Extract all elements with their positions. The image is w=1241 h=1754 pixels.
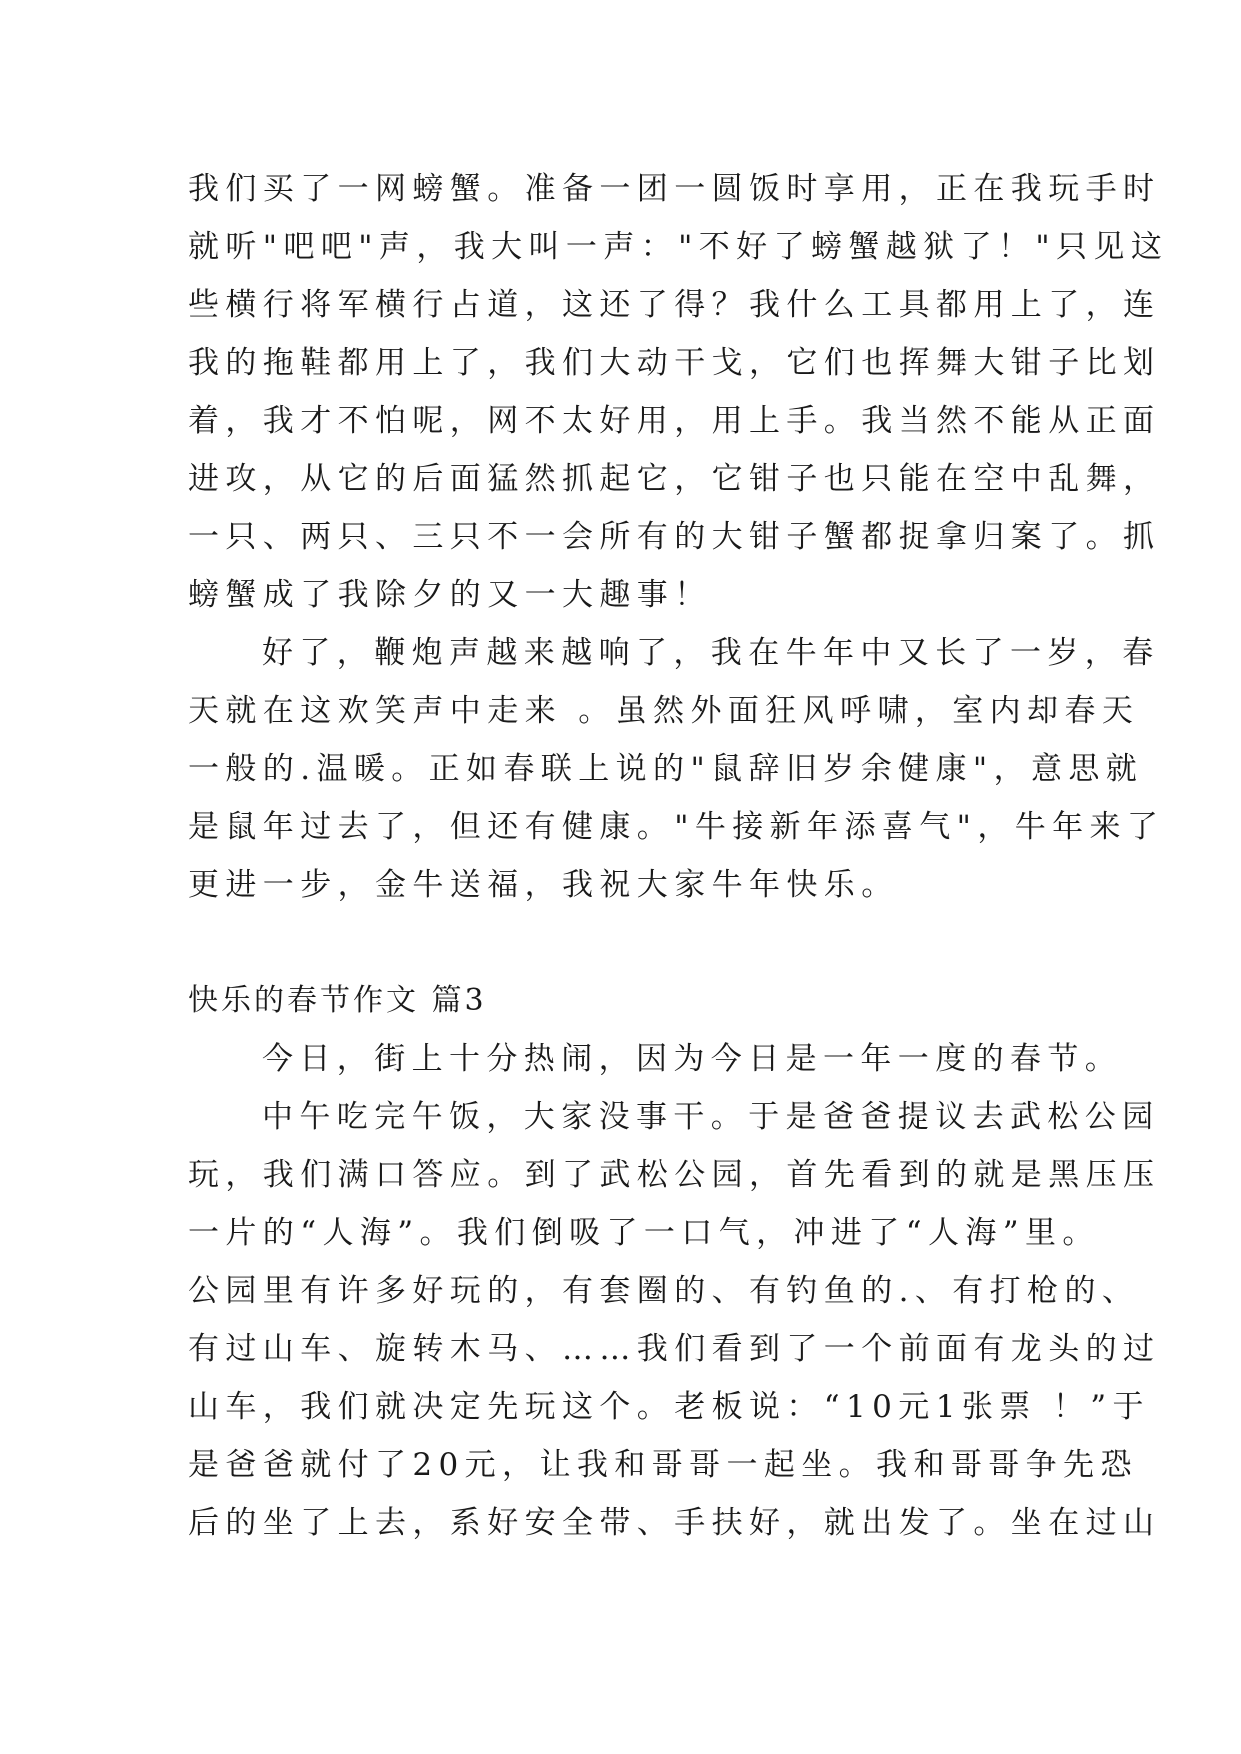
text-line: 公园里有许多好玩的，有套圈的、有钓鱼的.、有打枪的、	[188, 1273, 1140, 1309]
text-line: 一只、两只、三只不一会所有的大钳子蟹都捉拿归案了。抓	[188, 519, 1161, 555]
paragraph-intro: 今日，街上十分热闹，因为今日是一年一度的春节。	[262, 1041, 1123, 1077]
text-line: 玩，我们满口答应。到了武松公园，首先看到的就是黑压压	[188, 1157, 1161, 1193]
text-line: 有过山车、旋转木马、……我们看到了一个前面有龙头的过	[188, 1331, 1161, 1367]
text-line: 着，我才不怕呢，网不太好用，用上手。我当然不能从正面	[188, 403, 1161, 439]
text-line: 天就在这欢笑声中走来 。虽然外面狂风呼啸，室内却春天	[188, 693, 1140, 729]
paragraph-new-year-wish	[188, 624, 1165, 914]
text-line: 更进一步，金牛送福，我祝大家牛年快乐。	[188, 867, 899, 903]
text-line: 我的拖鞋都用上了，我们大动干戈，它们也挥舞大钳子比划	[188, 345, 1161, 381]
text-line: 是鼠年过去了，但还有健康。"牛接新年添喜气"，牛年来了	[188, 809, 1165, 845]
text-line: 一片的“人海”。我们倒吸了一口气，冲进了“人海”里。	[188, 1215, 1100, 1251]
text-line: 一般的.温暖。正如春联上说的"鼠辞旧岁余健康"，意思就	[188, 751, 1144, 787]
text-line: 好了，鞭炮声越来越响了，我在牛年中又长了一岁，春	[262, 635, 1160, 671]
text-line: 我们买了一网螃蟹。准备一团一圆饭时享用，正在我玩手时	[188, 171, 1161, 207]
paragraph-park-visit	[188, 1088, 1161, 1552]
text-line: 后的坐了上去，系好安全带、手扶好，就出发了。坐在过山	[188, 1505, 1161, 1541]
text-line: 进攻，从它的后面猛然抓起它，它钳子也只能在空中乱舞，	[188, 461, 1161, 497]
section-spacer	[188, 914, 1058, 972]
text-line: 螃蟹成了我除夕的又一大趣事！	[188, 577, 712, 613]
section-title: 快乐的春节作文 篇3	[188, 983, 487, 1018]
text-line: 些横行将军横行占道，这还了得？我什么工具都用上了，连	[188, 287, 1161, 323]
text-line: 中午吃完午饭，大家没事干。于是爸爸提议去武松公园	[262, 1099, 1160, 1135]
text-line: 山车，我们就决定先玩这个。老板说：“10元1张票 ！”于	[188, 1389, 1150, 1425]
paragraph-crab-story	[188, 160, 1169, 624]
text-line: 是爸爸就付了20元，让我和哥哥一起坐。我和哥哥争先恐	[188, 1447, 1138, 1483]
text-line: 就听"吧吧"声，我大叫一声："不好了螃蟹越狱了！"只见这	[188, 229, 1169, 265]
document-page	[188, 160, 1169, 1552]
